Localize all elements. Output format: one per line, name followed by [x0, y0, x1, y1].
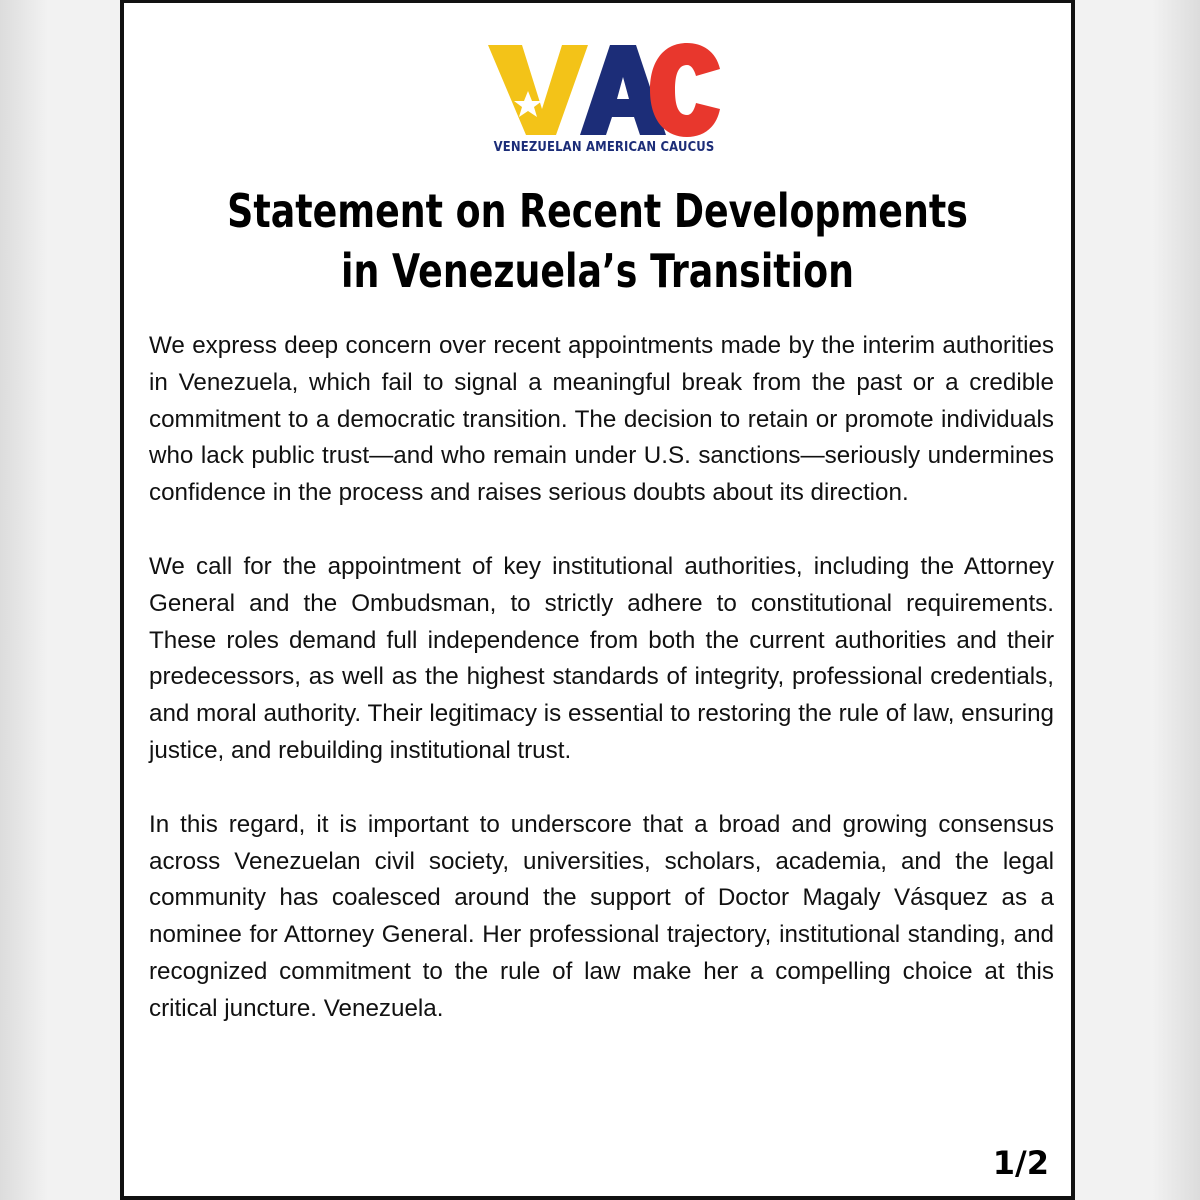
paragraph: We express deep concern over recent appointments made by the interim authorities in Venezuela, which fail to signal a meaningful break from the past or a credible commitment to a democratic transition. The decision to retain or promote individuals who lack public trust—and who remain under U.S. sanctions—seriously undermines confidence in the process and raises serious doubts about its direction. [149, 332, 1054, 507]
logo-letter-c [650, 43, 720, 137]
statement-page [120, 0, 1075, 1200]
logo-subtitle: VENEZUELAN AMERICAN CAUCUS [493, 139, 715, 155]
paragraph: In this regard, it is important to underscore that a broad and growing consensus across Venezuelan civil society, universities, scholars, academia, and the legal community has coalesced around the support of Doctor Magaly Vásquez as a nominee for Attorney General. Her professional trajectory, institutional standing, and recognized commitment to the rule of law make her a compelling choice at this critical juncture. Venezuela. [149, 810, 1054, 1022]
statement-body [149, 328, 1054, 1065]
vac-logo-mark [484, 39, 724, 139]
logo-letter-v [488, 45, 588, 135]
page-indicator: 1/2 [992, 1144, 1049, 1182]
paragraph: We call for the appointment of key institutional authorities, including the Attorney General and the Ombudsman, to strictly adhere to constitutional requirements. These roles demand full independence from both the current authorities and their predecessors, as well as the highest standards of integrity, professional credentials, and moral authority. Their legitimacy is essential to restoring the rule of law, ensuring justice, and rebuilding institutional trust. [149, 552, 1054, 764]
statement-title: Statement on Recent Developments in Venezuela’s Transition [227, 184, 968, 298]
vac-logo [484, 39, 724, 157]
